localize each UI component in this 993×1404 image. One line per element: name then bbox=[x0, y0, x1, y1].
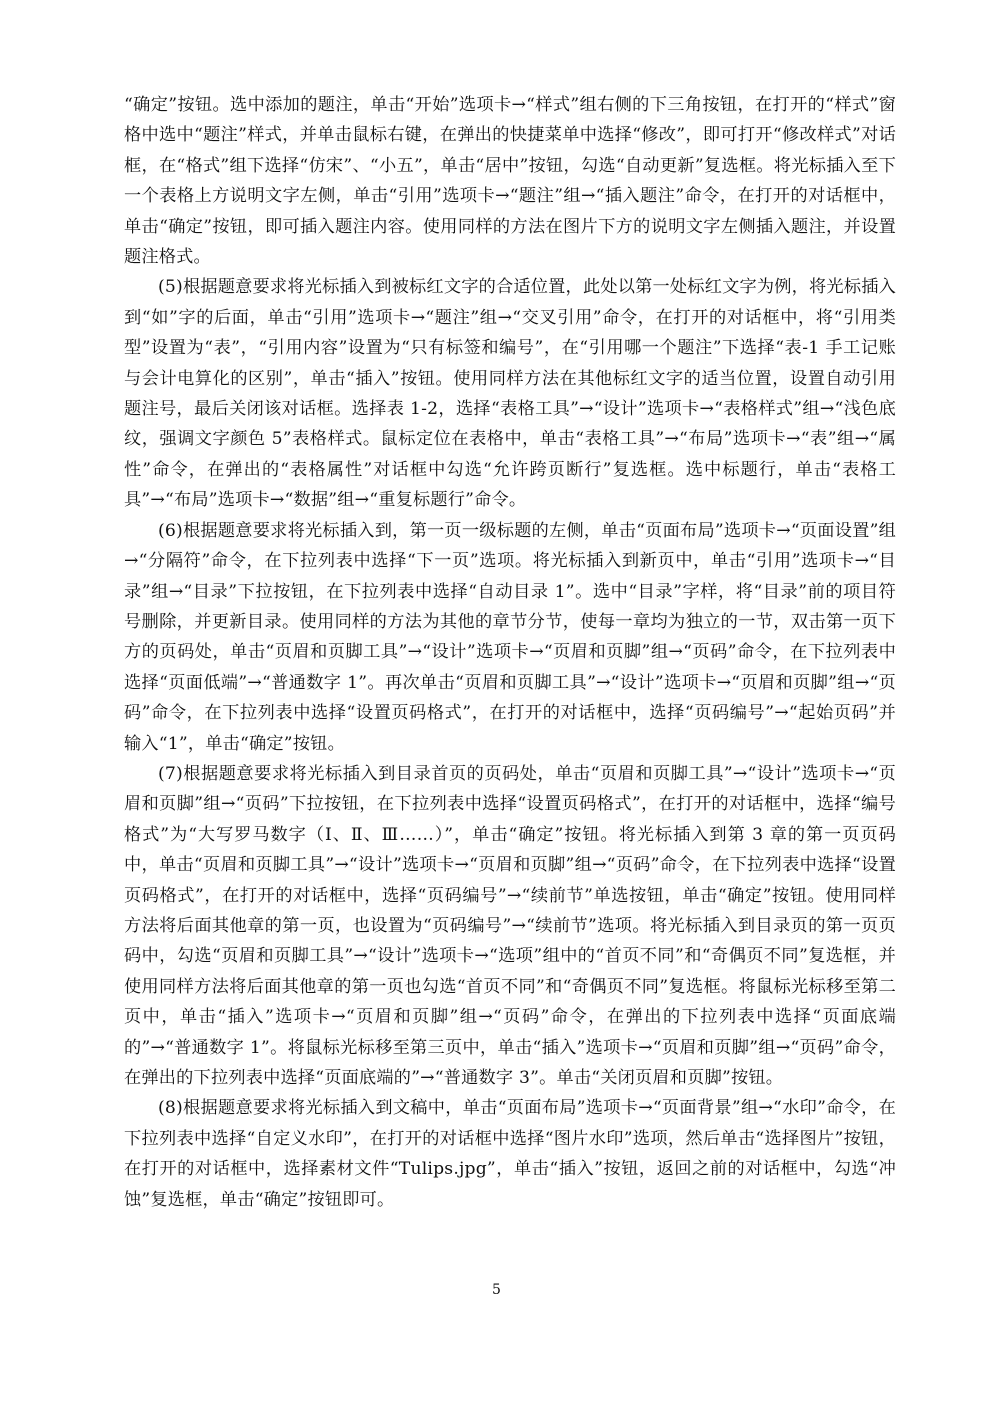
paragraph-step-5: (5)根据题意要求将光标插入到被标红文字的合适位置，此处以第一处标红文字为例，将光标插入到“如”字的后面，单击“引用”选项卡→“题注”组→“交叉引用”命令，在打开的对话框中，将“引用类型”设置为“表”，“引用内容”设置为“只有标签和编号”，在“引用哪一个题注”下选择“表-1 手工记账与会计电算化的区别”，单击“插入”按钮。使用同样方法在其他标红文字的适当位置，设置自动引用题注号，最后关闭该对话框。选择表 1-2，选择“表格工具”→“设计”选项卡→“表格样式”组→“浅色底纹，强调文字颜色 5”表格样式。鼠标定位在表格中，单击“表格工具”→“布局”选项卡→“表”组→“属性”命令，在弹出的“表格属性”对话框中勾选“允许跨页断行”复选框。选中标题行，单击“表格工具”→“布局”选项卡→“数据”组→“重复标题行”命令。 bbox=[124, 277, 896, 511]
page-body bbox=[124, 90, 896, 1215]
paragraph-step-8: (8)根据题意要求将光标插入到文稿中，单击“页面布局”选项卡→“页面背景”组→“水印”命令，在下拉列表中选择“自定义水印”，在打开的对话框中选择“图片水印”选项，然后单击“选择图片”按钮，在打开的对话框中，选择素材文件“Tulips.jpg”，单击“插入”按钮，返回之前的对话框中，勾选“冲蚀”复选框，单击“确定”按钮即可。 bbox=[124, 1098, 896, 1210]
paragraph-step-7: (7)根据题意要求将光标插入到目录首页的页码处，单击“页眉和页脚工具”→“设计”选项卡→“页眉和页脚”组→“页码”下拉按钮，在下拉列表中选择“设置页码格式”，在打开的对话框中，选择“编号格式”为“大写罗马数字（Ⅰ、Ⅱ、Ⅲ……）”，单击“确定”按钮。将光标插入到第 3 章的第一页页码中，单击“页眉和页脚工具”→“设计”选项卡→“页眉和页脚”组→“页码”命令，在下拉列表中选择“设置页码格式”，在打开的对话框中，选择“页码编号”→“续前节”单选按钮，单击“确定”按钮。使用同样方法将后面其他章的第一页，也设置为“页码编号”→“续前节”选项。将光标插入到目录页的第一页页码中，勾选“页眉和页脚工具”→“设计”选项卡→“选项”组中的“首页不同”和“奇偶页不同”复选框，并使用同样方法将后面其他章的第一页也勾选“首页不同”和“奇偶页不同”复选框。将鼠标光标移至第二页中，单击“插入”选项卡→“页眉和页脚”组→“页码”命令，在弹出的下拉列表中选择“页面底端的”→“普通数字 1”。将鼠标光标移至第三页中，单击“插入”选项卡→“页眉和页脚”组→“页码”命令，在弹出的下拉列表中选择“页面底端的”→“普通数字 3”。单击“关闭页眉和页脚”按钮。 bbox=[124, 763, 896, 1088]
page-number: 5 bbox=[492, 1282, 501, 1298]
paragraph-continuation: “确定”按钮。选中添加的题注，单击“开始”选项卡→“样式”组右侧的下三角按钮，在打开的“样式”窗格中选中“题注”样式，并单击鼠标右键，在弹出的快捷菜单中选择“修改”，即可打开“修改样式”对话框，在“格式”组下选择“仿宋”、“小五”，单击“居中”按钮，勾选“自动更新”复选框。将光标插入至下一个表格上方说明文字左侧，单击“引用”选项卡→“题注”组→“插入题注”命令，在打开的对话框中，单击“确定”按钮，即可插入题注内容。使用同样的方法在图片下方的说明文字左侧插入题注，并设置题注格式。 bbox=[124, 95, 896, 268]
paragraph-step-6: (6)根据题意要求将光标插入到，第一页一级标题的左侧，单击“页面布局”选项卡→“页面设置”组→“分隔符”命令，在下拉列表中选择“下一页”选项。将光标插入到新页中，单击“引用”选项卡→“目录”组→“目录”下拉按钮，在下拉列表中选择“自动目录 1”。选中“目录”字样，将“目录”前的项目符号删除，并更新目录。使用同样的方法为其他的章节分节，使每一章均为独立的一节，双击第一页下方的页码处，单击“页眉和页脚工具”→“设计”选项卡→“页眉和页脚”组→“页码”命令，在下拉列表中选择“页面低端”→“普通数字 1”。再次单击“页眉和页脚工具”→“设计”选项卡→“页眉和页脚”组→“页码”命令，在下拉列表中选择“设置页码格式”，在打开的对话框中，选择“页码编号”→“起始页码”并输入“1”，单击“确定”按钮。 bbox=[124, 520, 896, 754]
